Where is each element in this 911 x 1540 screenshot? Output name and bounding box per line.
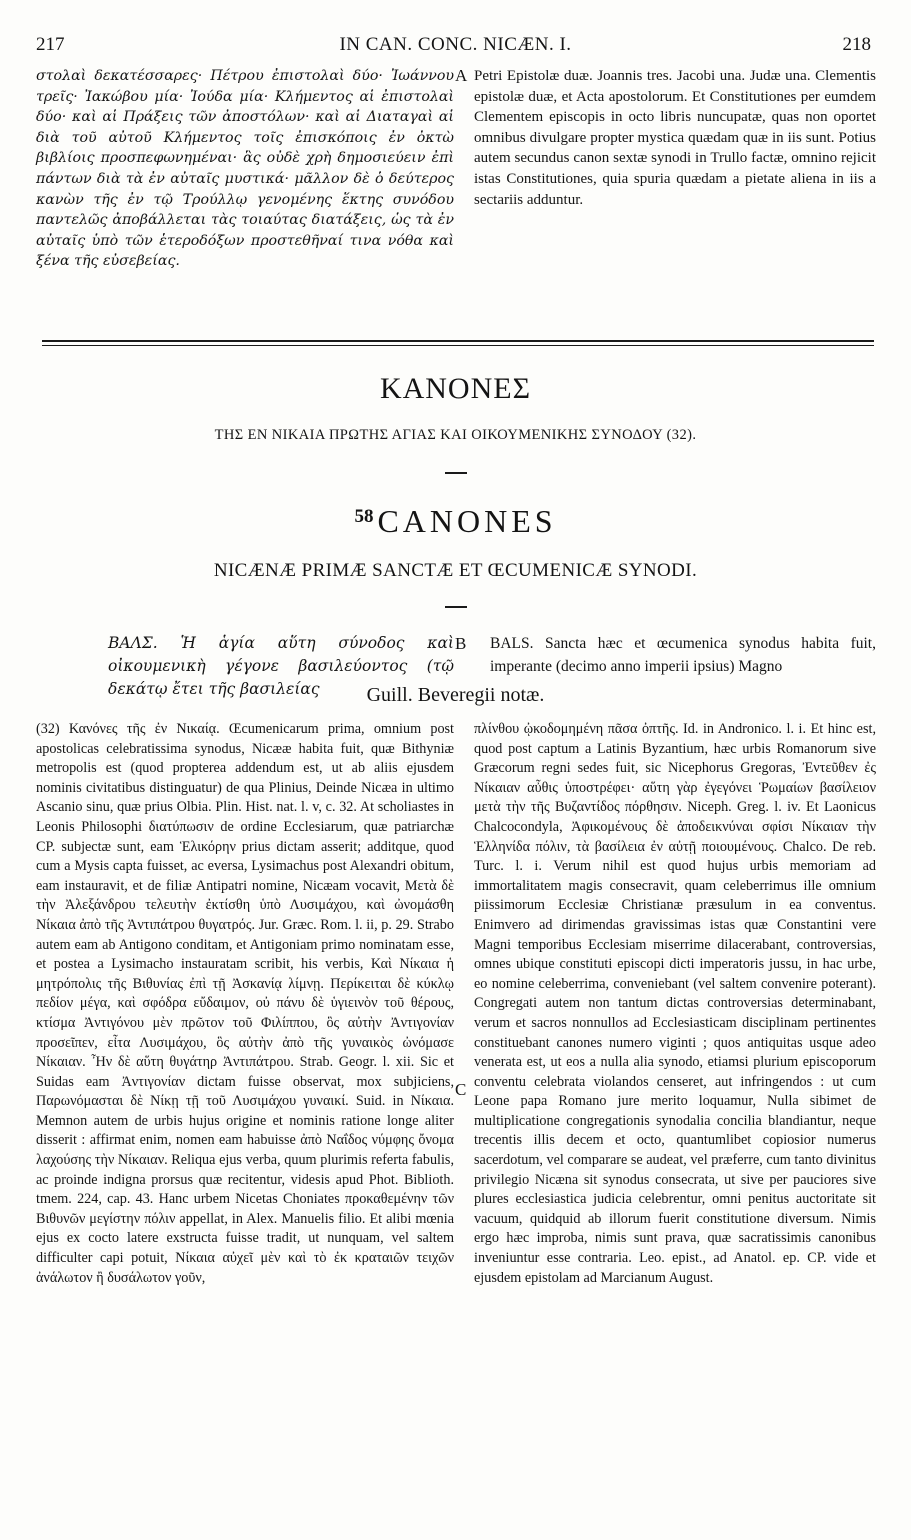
greek-text-top: στολαὶ δεκατέσσαρες· Πέτρου ἐπιστολαὶ δύο· Ἰωάννου τρεῖς· Ἰακώβου μία· Ἰούδα μία· Κλήμεντος αἱ ἐπιστολαὶ δύο· καὶ αἱ Πράξεις τῶν ἀποστόλων· καὶ αἱ Διαταγαὶ αἱ διὰ τοῦ αὐτοῦ Κλήμεντος τοῖς ἐπισκόποις ἐν ὀκτὼ βιβλίοις προσπεφωνημέναι· ἃς οὐδὲ χρὴ δημοσιεύειν ἐπὶ πάντων διὰ τὰ ἐν αὐταῖς μυστικά· μᾶλλον δὲ ὁ δεύτερος κανὼν τῆς ἐν τῷ Τρούλλῳ γενομένης ἕκτης συνόδου παντελῶς ἀποβάλλεται τὰς τοιαύτας διατάξεις, ὡς τὰ ἐν αὐταῖς ὑπὸ τῶν ἑτεροδόξων προστεθῆναί τινα νόθα καὶ ξένα τῆς εὐσεβείας. [36,68,454,270]
running-title: IN CAN. CONC. NICÆN. I. [339,34,572,55]
column-number: 58 [354,506,374,527]
margin-letter-c: C [455,1080,467,1099]
section-rule-thin [42,345,874,346]
page-number-right: 218 [842,34,871,55]
greek-subheading: ΤΗΣ ΕΝ ΝΙΚΑΙΑ ΠΡΩΤΗΣ ΑΓΙΑΣ ΚΑΙ ΟΙΚΟΥΜΕΝΙΚΗΣ ΣΥΝΟΔΟΥ (32). [214,427,697,443]
notes-heading: Guill. Beveregii notæ. [366,684,545,706]
notes-column-left [36,720,454,1288]
margin-letter-b: B [455,634,467,653]
section-rule-thick [42,340,874,342]
bals-latin-column [490,632,876,678]
greek-column-top [36,66,454,272]
latin-column-top [474,66,876,210]
notes-text-left: (32) Κανόνες τῆς ἐν Νικαίᾳ. Œcumenicarum prima, omnium post apostolicas celebratissima synodus, Nicææ habita fuit, quæ Bithyniæ metropolis est (quod propterea addendum est, ut ab aliis ejusdem nominis civitatibus distinguatur) de qua Plinius, Deinde Nicæa in ultimo Ascanio sinu, quæ prius Olbia. Plin. Hist. nat. l. v, c. 32. At scholiastes in Leonis Philosophi διατύπωσιν de ordine Ecclesiarum, quæ patriarchæ CP. subjectæ sunt, eam Ἑλικόρην prius dictam asserit; additque, quod cum a Mysis capta fuisset, ac eversa, Lysimachus post Alexandri obitum, eam instauravit, et de filiæ Antipatri nomine, Nicæam vocavit, Μετὰ δὲ τὴν Ἀλεξάνδρου τελευτὴν ἐκτίσθη ὑπὸ Λυσιμάχου, καὶ ὠνομάσθη Νίκαια ἀπὸ τῆς Ἀντιπάτρου θυγατρός. Jur. Græc. Rom. l. ii, p. 29. Strabo autem eam ab Antigono conditam, et Antigoniam primo nominatam esse, et postea a Lysimacho instauratam scribit, his verbis, Καὶ Νίκαια ἡ μητρόπολις τῆς Βιθυνίας ἐπὶ τῇ Ἀσκανίᾳ λίμνῃ. Περίκειται δὲ κύκλῳ πεδίον μέγα, καὶ σφόδρα εὔδαιμον, οὐ πάνυ δὲ ὑγιεινὸν τοῦ θέρους, κτίσμα Ἀντιγόνου μὲν πρῶτον τοῦ Φιλίππου, ὃς αὐτὴν Ἀντιγονίαν προσεῖπεν, εἶτα Λυσιμάχου, ὃς αὐτὴν ἀπὸ τῆς γυναικὸς ὠνόμασε Νίκαιαν. Ἦν δὲ αὕτη θυγάτηρ Ἀντιπάτρου. Strab. Geogr. l. xii. Sic et Suidas eam Ἀντιγονίαν dictam fuisse observat, mox subjiciens, Παρωνόμασται δὲ Νίκῃ τῇ τοῦ Λυσιμάχου γυναικί. Suid. in Νίκαια. Memnon autem de urbis hujus origine et nominis ratione longe aliter disserit : affirmat enim, nomen eam habuisse ἀπὸ Ναΐδος νύμφης ὄνομα λαχούσης τὴν Νίκαιαν. Reliqua ejus verba, quum plurimis referta fabulis, ac proinde indigna prorsus quæ recitentur, videsis apud Phot. Biblioth. tmem. 224, cap. 43. Hanc urbem Nicetas Choniates προκαθεμένην τῶν Βιθυνῶν μεγίστην πόλιν appellat, in Alex. Manuelis filio. Et alibi mœnia ejus ex cocto latere exstructa fuisse tradit, ut nunquam, vel saltem difficulter capi potuit, Νίκαια αὐχεῖ μὲν καὶ τὸ ἐκ κραταιῶν τειχῶν ἀνάλωτον ἢ δυσάλωτον γοῦν, [36,721,454,1286]
bals-latin-text: BALS. Sancta hæc et œcumenica synodus habita fuit, imperante (decimo anno imperii ipsius) Magno [490,635,876,675]
divider-dash [445,606,467,608]
margin-letter-a: A [455,66,468,85]
latin-heading: CANONES [377,503,557,539]
latin-subheading: NICÆNÆ PRIMÆ SANCTÆ ET ŒCUMENICÆ SYNODI. [213,560,698,581]
latin-text-top: Petri Epistolæ duæ. Joannis tres. Jacobi una. Judæ una. Clementis epistolæ duæ, et Acta apostolorum. Et Constitutiones per eumdem Clementem episcopis in octo libris nuncupatæ, quas non oportet omnibus divulgare propter mystica quædam quæ in iis sunt. Potius autem secundus canon sextæ synodi in Trullo factæ, omnino rejicit istas Constitutiones, quia spuria quædam a pietate aliena in iis a sectariis adduntur. [474,68,876,208]
divider-dash [445,472,467,474]
latin-heading-block [0,503,911,540]
page-number-left: 217 [36,34,65,55]
notes-text-right: πλίνθου ᾠκοδομημένη πᾶσα ὀπτῆς. Id. in Andronico. l. i. Et hinc est, quod post captum a Latinis Byzantium, hæc urbis Romanorum sive Græcorum regni sedes fuit, sic Nicephorus Gregoras, Ἐντεῦθεν ἐς Νίκαιαν αὖθις ὑποστρέφει· αὕτη γὰρ ἐγεγόνει Ῥωμαίων βασίλειον μετὰ τὴν τῆς Βυζαντίδος πόρθησιν. Niceph. Greg. l. iv. Et Laonicus Chalcocondyla, Ἀφικομένους δὲ ἀποδεικνύναι σφίσι Νίκαιαν τὴν Ἑλληνίδα πόλιν, τὰ βασίλεια ἐν αὐτῇ ποιουμένους. Chalco. De reb. Turc. l. i. Verum nihil est quod hujus urbis memoriam ad immortalitatem magis consecravit, quam celeberrimus ille omnium piissimorum Ecclesiæ Christianæ præsulum in ea conventus. Enimvero ad dirimendas gravissimas istas quæ Constantini vere Magni temporibus Ecclesiam miserrime dilacerabant, controversias, omnes ubique constituti episcopi dicti imperatoris jussu, in hac urbe, eo nomine celeberrima, conveniebant (vel saltem convenire poterant). Congregati autem non tantum dictas controversias determinabant, verum et sacros nonnullos ad Ecclesiasticam disciplinam pertinentes constituebant canones numero viginti ; quos antiquitas usque adeo venerata est, ut eos a nulla alia synodo, etiamsi plurium episcoporum conventu celebrata violandos censeret, aut infringendos : ut cum Leone papa Romano jure merito loquamur, Nulla sibimet de multiplicatione congregationis synodalia concilia blandiantur, neque trecentis illis decem et octo, quantumlibet copiosior numerus sacerdotum, vel comparare se audeat, vel præferre, cum tanto divinitus privilegio Nicæna sit synodus consecrata, ut sive per pauciores sive plures ecclesiastica judicia celebrentur, omni penitus auctoritate sit vacuum, quidquid ab illorum fuerit constitutione diversum. Nimis ergo hæc improba, nimis sunt prava, quæ sacratissimis canonibus inveniuntur esse contraria. Leo. epist., ad Anatol. ep. CP. vide et ejusdem epistolam ad Marcianum August. [474,721,876,1286]
greek-heading: ΚΑΝΟΝΕΣ [379,372,532,405]
bals-greek-text: ΒΑΛΣ. Ἡ ἁγία αὕτη σύνοδος καὶ οἰκουμενικὴ γέγονε βασιλεύοντος (τῷ δεκάτῳ ἔτει τῆς βασιλείας [108,634,454,698]
notes-column-right [474,720,876,1288]
